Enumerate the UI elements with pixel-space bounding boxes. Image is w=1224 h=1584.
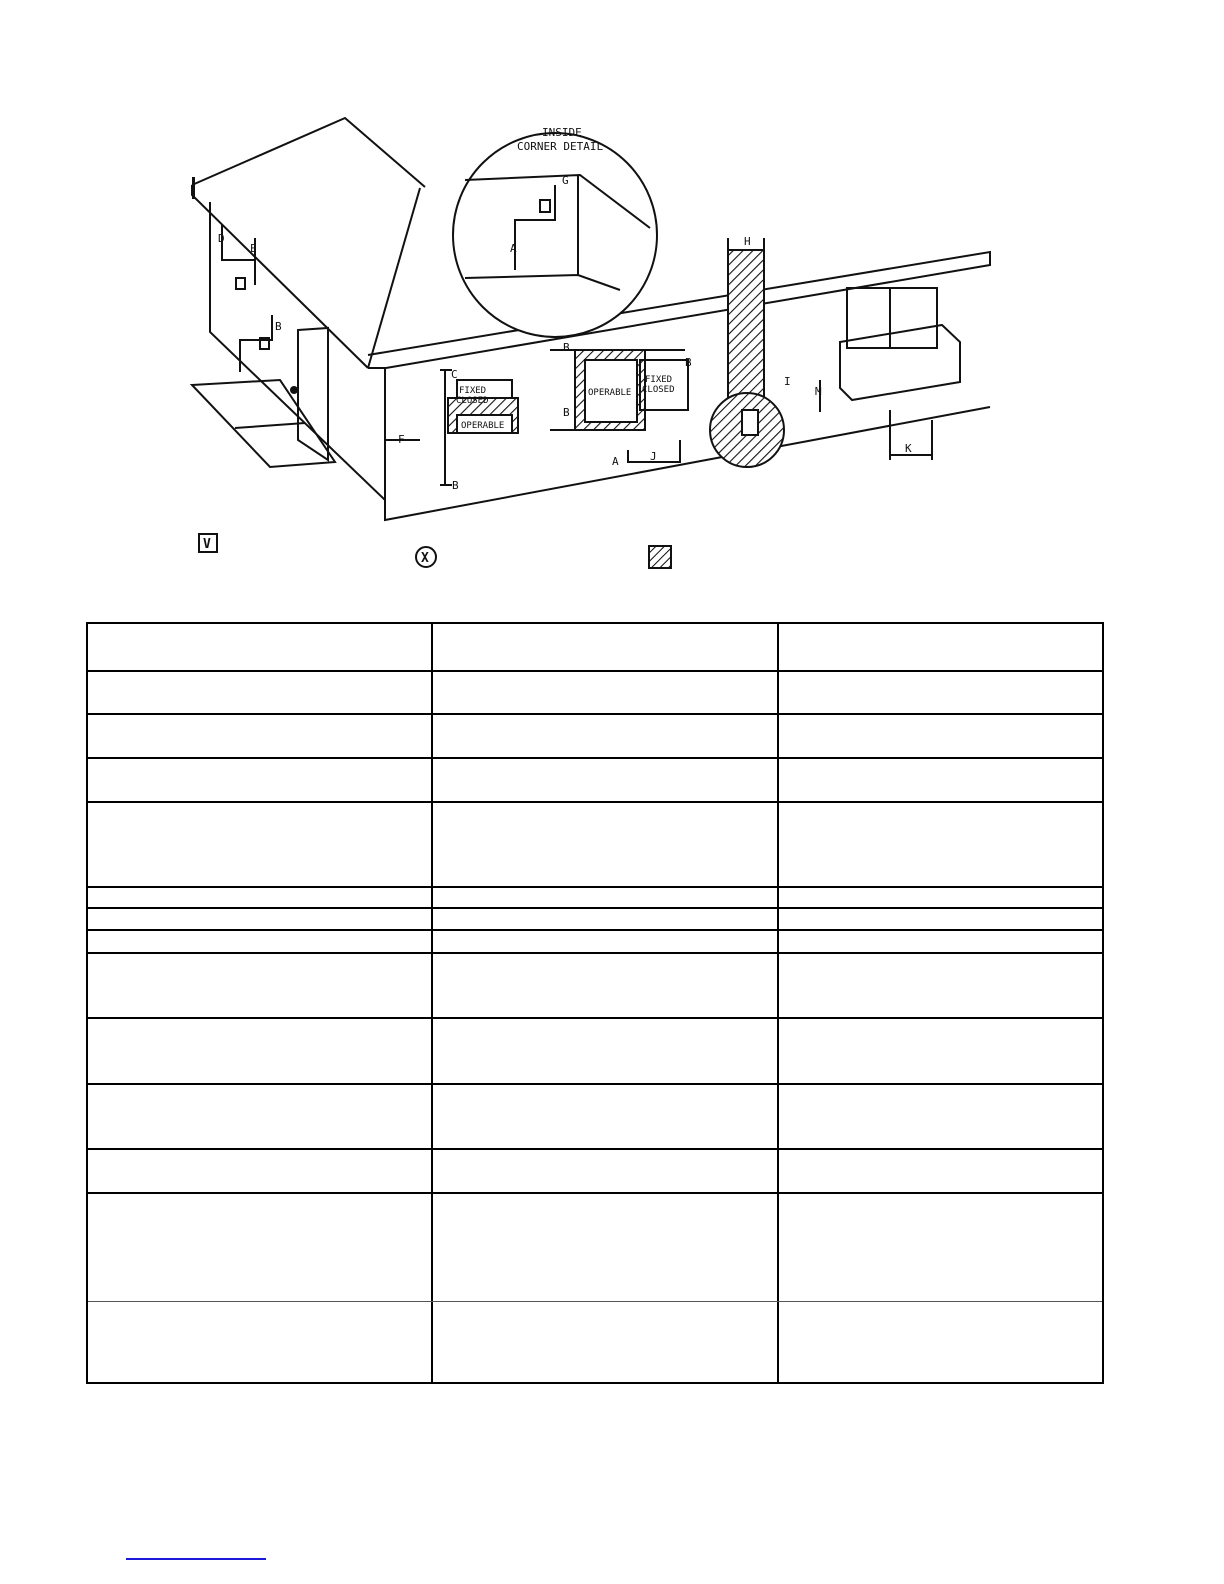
table-cell xyxy=(433,1085,779,1148)
svg-text:B: B xyxy=(563,341,570,354)
table-cell xyxy=(88,624,433,670)
svg-text:OPERABLE: OPERABLE xyxy=(461,421,505,431)
table-cell xyxy=(779,931,1102,952)
table-cell xyxy=(779,759,1102,801)
svg-text:C: C xyxy=(451,368,458,381)
table-cell xyxy=(779,909,1102,929)
table-cell xyxy=(433,715,779,757)
table-row xyxy=(88,888,1102,909)
legend-v-symbol: V xyxy=(203,537,211,552)
svg-text:CLOSED: CLOSED xyxy=(642,385,675,395)
legend-x-symbol: X xyxy=(421,551,429,566)
vent-clearance-diagram xyxy=(180,110,1010,580)
table-cell xyxy=(779,1194,1102,1301)
table-cell xyxy=(779,1302,1102,1382)
table-cell xyxy=(88,672,433,713)
svg-text:A: A xyxy=(612,455,619,468)
table-cell xyxy=(779,1150,1102,1192)
table-row xyxy=(88,759,1102,803)
svg-text:B: B xyxy=(563,406,570,419)
svg-text:INSIDE: INSIDE xyxy=(542,126,582,139)
svg-text:D: D xyxy=(218,232,225,245)
table-cell xyxy=(779,672,1102,713)
svg-text:CORNER DETAIL: CORNER DETAIL xyxy=(517,140,604,153)
table-cell xyxy=(88,1150,433,1192)
table-cell xyxy=(779,888,1102,907)
svg-text:FIXED: FIXED xyxy=(459,386,487,396)
table-cell xyxy=(88,803,433,886)
table-row xyxy=(88,909,1102,931)
table-cell xyxy=(779,1085,1102,1148)
table-cell xyxy=(88,954,433,1017)
table-row xyxy=(88,931,1102,954)
svg-text:B: B xyxy=(275,320,282,333)
table-cell xyxy=(779,1019,1102,1083)
air-inlet-legend-icon xyxy=(414,545,438,569)
svg-text:B: B xyxy=(452,479,459,492)
vent-terminal-meter xyxy=(742,410,758,435)
table-row xyxy=(88,715,1102,759)
table-cell xyxy=(88,715,433,757)
table-row xyxy=(88,1302,1102,1382)
table-cell xyxy=(433,909,779,929)
table-cell xyxy=(433,1150,779,1192)
svg-text:B: B xyxy=(685,356,692,369)
svg-text:M: M xyxy=(815,385,822,398)
svg-text:E: E xyxy=(250,242,257,255)
table-cell xyxy=(88,1194,433,1301)
table-row xyxy=(88,1085,1102,1150)
table-cell xyxy=(433,759,779,801)
svg-text:J: J xyxy=(650,450,657,463)
table-cell xyxy=(88,759,433,801)
window-box xyxy=(840,325,960,400)
table-row xyxy=(88,1150,1102,1194)
table-cell xyxy=(433,888,779,907)
hatched-area-icon xyxy=(648,545,672,569)
table-cell xyxy=(433,954,779,1017)
table-cell xyxy=(779,954,1102,1017)
table-row xyxy=(88,803,1102,888)
door-knob xyxy=(291,387,297,393)
table-cell xyxy=(433,1194,779,1301)
svg-text:FIXED: FIXED xyxy=(645,375,673,385)
table-cell xyxy=(88,931,433,952)
roof-hip xyxy=(368,188,420,368)
clearance-table xyxy=(86,622,1104,1384)
table-cell xyxy=(433,672,779,713)
svg-text:OPERABLE: OPERABLE xyxy=(588,388,632,398)
table-cell xyxy=(433,1302,779,1382)
inside-corner-inset xyxy=(453,133,657,337)
footnote-link-rule[interactable] xyxy=(126,1558,266,1560)
vent-terminal-legend-icon xyxy=(198,533,218,553)
roof-outline xyxy=(192,118,425,187)
svg-text:H: H xyxy=(744,235,751,248)
svg-text:G: G xyxy=(562,174,569,187)
svg-text:F: F xyxy=(398,433,405,446)
table-row xyxy=(88,954,1102,1019)
svg-text:A: A xyxy=(510,242,517,255)
svg-text:I: I xyxy=(784,375,791,388)
table-cell xyxy=(88,1019,433,1083)
table-cell xyxy=(88,909,433,929)
porch xyxy=(192,380,335,467)
table-cell xyxy=(779,624,1102,670)
table-cell xyxy=(88,1302,433,1382)
table-cell xyxy=(88,888,433,907)
table-cell xyxy=(433,931,779,952)
table-cell xyxy=(779,803,1102,886)
svg-text:K: K xyxy=(905,442,912,455)
vent-symbol-left-1 xyxy=(236,278,245,289)
table-cell xyxy=(88,1085,433,1148)
svg-text:CLOSED: CLOSED xyxy=(456,396,489,406)
table-cell xyxy=(433,624,779,670)
table-cell xyxy=(779,715,1102,757)
table-cell xyxy=(433,803,779,886)
table-row xyxy=(88,1194,1102,1302)
table-row xyxy=(88,1019,1102,1085)
table-header-row xyxy=(88,624,1102,672)
table-row xyxy=(88,672,1102,715)
table-cell xyxy=(433,1019,779,1083)
